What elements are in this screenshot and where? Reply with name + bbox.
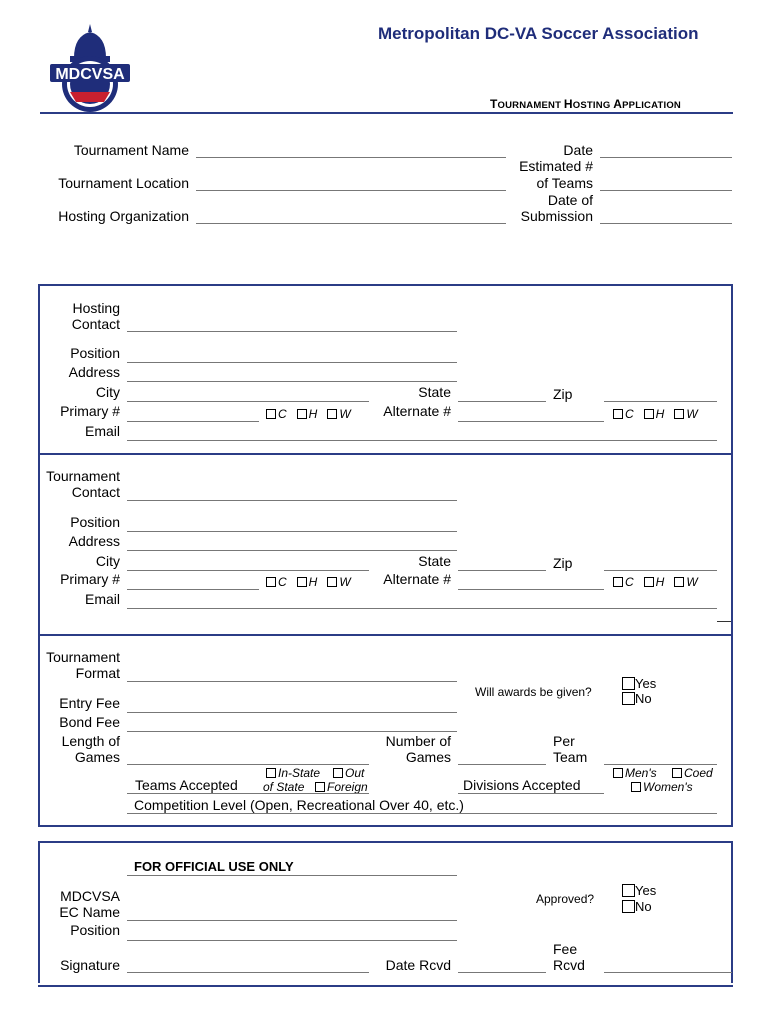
checkbox-h[interactable]	[644, 577, 654, 587]
label-number-games: Games	[405, 749, 451, 765]
checkbox-no[interactable]	[622, 692, 635, 705]
label-position: Position	[70, 514, 120, 530]
field-official-position[interactable]	[127, 940, 457, 941]
label-team: Team	[553, 749, 588, 765]
field-hosting-alternate[interactable]	[458, 421, 604, 422]
opt-coed[interactable]: Coed	[672, 766, 713, 780]
tc-primary-type[interactable]: C H W	[266, 575, 351, 589]
field-tc-city[interactable]	[127, 570, 369, 571]
field-tc-email[interactable]	[127, 608, 717, 609]
label-of-state: of State	[263, 780, 305, 794]
label-mdcvsa: MDCVSA	[60, 888, 120, 904]
approved-no[interactable]: No	[622, 899, 652, 915]
checkbox-h[interactable]	[297, 577, 307, 587]
label-date-of: Date of	[547, 192, 593, 208]
checkbox-c[interactable]	[613, 577, 623, 587]
field-length-of-games[interactable]	[127, 764, 369, 765]
checkbox-h[interactable]	[297, 409, 307, 419]
field-tc-primary[interactable]	[127, 589, 259, 590]
label-zip: Zip	[553, 386, 573, 402]
label-primary: Primary #	[60, 571, 120, 587]
checkbox-w[interactable]	[674, 409, 684, 419]
checkbox-w[interactable]	[327, 409, 337, 419]
label-date-rcvd: Date Rcvd	[385, 957, 451, 973]
approved-yes[interactable]: Yes	[622, 883, 656, 899]
label-email: Email	[84, 591, 120, 607]
official-heading: FOR OFFICIAL USE ONLY	[134, 859, 294, 874]
field-hosting-city[interactable]	[127, 401, 369, 402]
field-date[interactable]	[600, 157, 732, 158]
field-tc-position[interactable]	[127, 531, 457, 532]
checkbox-w[interactable]	[327, 577, 337, 587]
checkbox-c[interactable]	[266, 409, 276, 419]
label-hosting-contact: Contact	[71, 316, 120, 332]
opt-in-state[interactable]: In-State	[266, 766, 320, 780]
field-number-of-games[interactable]	[458, 764, 546, 765]
field-tc-zip[interactable]	[604, 570, 717, 571]
field-hosting-zip[interactable]	[604, 401, 717, 402]
field-ec-name[interactable]	[127, 920, 457, 921]
mdcvsa-logo	[44, 22, 136, 114]
label-hosting: Hosting	[72, 300, 120, 316]
label-zip: Zip	[553, 555, 573, 571]
label-length-of: Length of	[61, 733, 120, 749]
awards-question: Will awards be given?	[475, 685, 592, 699]
checkbox-h[interactable]	[644, 409, 654, 419]
opt-womens[interactable]: Women's	[631, 780, 693, 794]
field-entry-fee[interactable]	[127, 712, 457, 713]
field-submission-date[interactable]	[600, 223, 732, 224]
label-tournament-contact: Contact	[71, 484, 120, 500]
field-tournament-contact[interactable]	[127, 500, 457, 501]
tick-mark	[717, 621, 731, 622]
field-estimated-teams[interactable]	[600, 190, 732, 191]
field-tc-state[interactable]	[458, 570, 546, 571]
label-alternate: Alternate #	[383, 403, 451, 419]
label-competition-level: Competition Level (Open, Recreational Over 40, etc.)	[134, 797, 464, 813]
opt-mens[interactable]: Men's	[613, 766, 657, 780]
field-tournament-location[interactable]	[196, 190, 506, 191]
label-of-teams: of Teams	[536, 175, 593, 191]
field-fee-rcvd[interactable]	[604, 972, 732, 973]
field-date-rcvd[interactable]	[458, 972, 546, 973]
label-city: City	[95, 553, 120, 569]
checkbox-yes[interactable]	[622, 884, 635, 897]
label-signature: Signature	[60, 957, 120, 973]
label-state: State	[418, 384, 451, 400]
tc-alternate-type[interactable]: C H W	[613, 575, 698, 589]
field-hosting-contact[interactable]	[127, 331, 457, 332]
field-bond-fee[interactable]	[127, 731, 457, 732]
field-hosting-position[interactable]	[127, 362, 457, 363]
label-alternate: Alternate #	[383, 571, 451, 587]
field-hosting-email[interactable]	[127, 440, 717, 441]
label-tournament-name: Tournament Name	[73, 142, 189, 158]
approved-question: Approved?	[536, 892, 595, 906]
official-heading-rule	[127, 875, 457, 876]
label-address: Address	[68, 533, 120, 549]
field-competition-level[interactable]	[127, 813, 717, 814]
label-hosting-organization: Hosting Organization	[58, 208, 189, 224]
field-divisions-accepted[interactable]	[458, 793, 604, 794]
label-rcvd: Rcvd	[553, 957, 585, 973]
section-divider-2	[38, 634, 733, 636]
section-divider-1	[38, 453, 733, 455]
label-teams-accepted: Teams Accepted	[135, 777, 238, 793]
label-format: Format	[75, 665, 120, 681]
checkbox-no[interactable]	[622, 900, 635, 913]
footer-rule	[38, 985, 733, 987]
label-email: Email	[84, 423, 120, 439]
field-signature[interactable]	[127, 972, 369, 973]
label-address: Address	[68, 364, 120, 380]
hosting-alternate-type[interactable]: C H W	[613, 407, 698, 421]
label-bond-fee: Bond Fee	[59, 714, 120, 730]
checkbox-c[interactable]	[613, 409, 623, 419]
label-position: Position	[70, 345, 120, 361]
header-rule	[40, 112, 733, 114]
field-tc-alternate[interactable]	[458, 589, 604, 590]
field-tournament-name[interactable]	[196, 157, 506, 158]
hosting-primary-type[interactable]: C H W	[266, 407, 351, 421]
label-primary: Primary #	[60, 403, 120, 419]
logo-text: MDCVSA	[55, 66, 125, 83]
label-ec-name: EC Name	[59, 904, 120, 920]
field-tournament-format[interactable]	[127, 681, 457, 682]
checkbox-yes[interactable]	[622, 677, 635, 690]
label-tournament-location: Tournament Location	[58, 175, 189, 191]
label-entry-fee: Entry Fee	[59, 695, 120, 711]
field-teams-accepted[interactable]	[127, 793, 369, 794]
form-title: TOURNAMENT HOSTING APPLICATION	[490, 97, 681, 111]
label-per: Per	[553, 733, 575, 749]
opt-foreign[interactable]: Foreign	[315, 780, 368, 794]
label-city: City	[95, 384, 120, 400]
label-divisions-accepted: Divisions Accepted	[463, 777, 581, 793]
field-per-team[interactable]	[604, 764, 717, 765]
checkbox-c[interactable]	[266, 577, 276, 587]
label-date: Date	[563, 142, 593, 158]
field-hosting-primary[interactable]	[127, 421, 259, 422]
field-hosting-organization[interactable]	[196, 223, 506, 224]
checkbox-w[interactable]	[674, 577, 684, 587]
label-length-games: Games	[74, 749, 120, 765]
awards-no[interactable]: No	[622, 691, 652, 707]
label-tournament: Tournament	[46, 649, 120, 665]
awards-yes[interactable]: Yes	[622, 676, 656, 692]
label-estimated: Estimated #	[519, 158, 593, 174]
label-state: State	[418, 553, 451, 569]
opt-out[interactable]: Out	[333, 766, 364, 780]
label-number-of: Number of	[385, 733, 451, 749]
label-submission: Submission	[520, 208, 593, 224]
label-tournament: Tournament	[46, 468, 120, 484]
org-title: Metropolitan DC-VA Soccer Association	[378, 24, 699, 43]
label-official-position: Position	[70, 922, 120, 938]
field-tc-address[interactable]	[127, 550, 457, 551]
field-hosting-state[interactable]	[458, 401, 546, 402]
field-hosting-address[interactable]	[127, 381, 457, 382]
label-fee: Fee	[553, 941, 578, 957]
